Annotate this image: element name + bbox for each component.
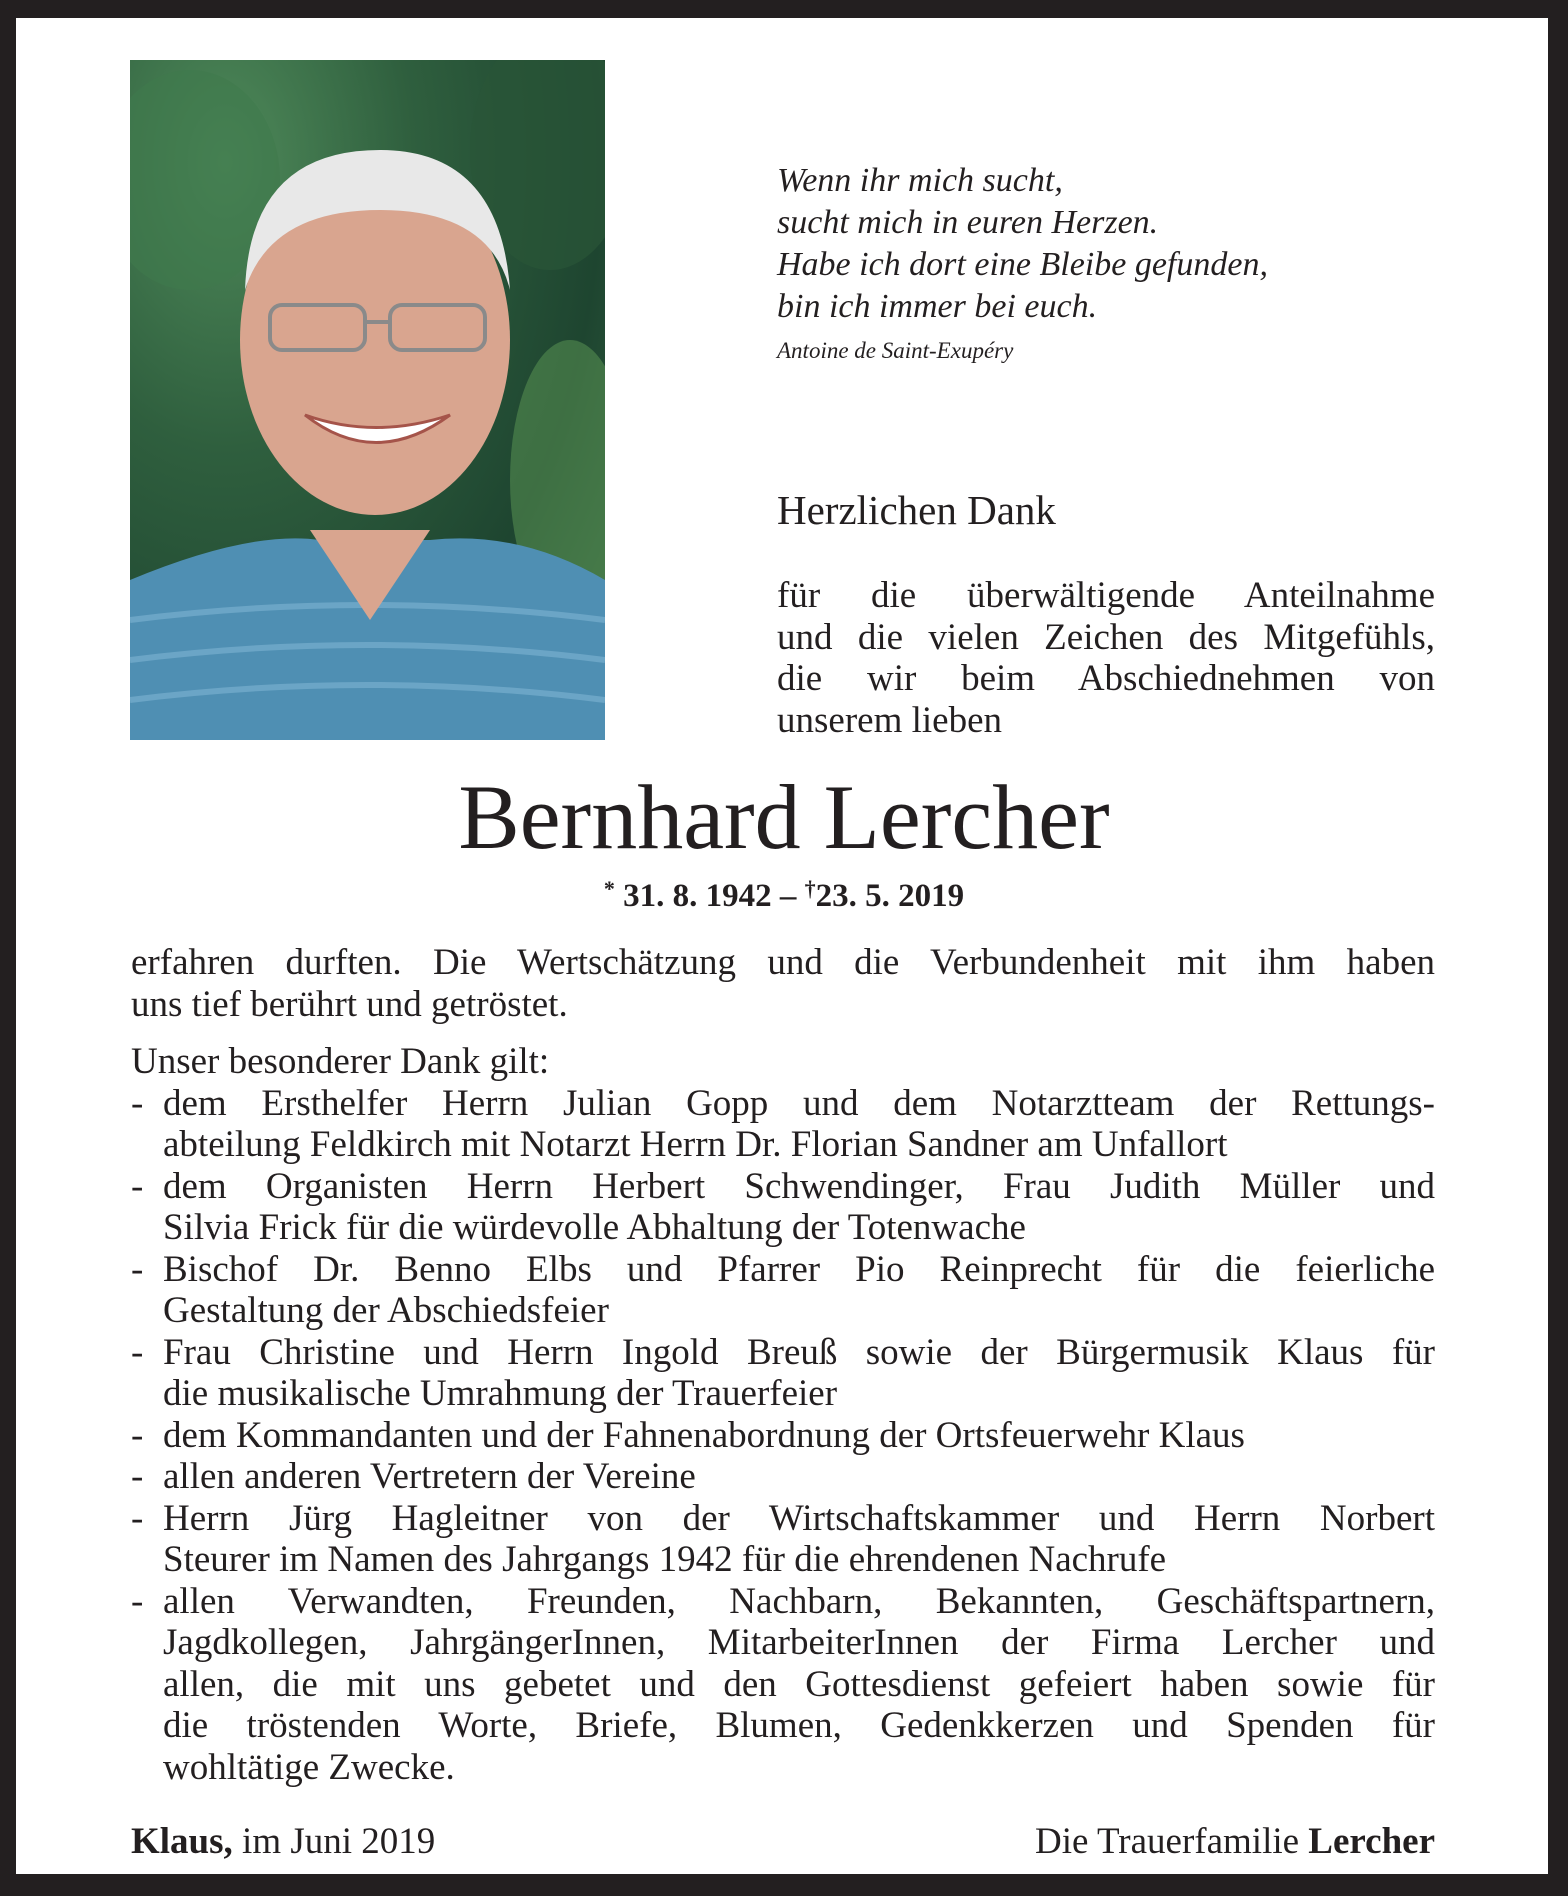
list-dash: - — [131, 1456, 144, 1497]
life-dates — [0, 876, 1568, 915]
quote-line: sucht mich in euren Herzen. — [777, 204, 1159, 241]
list-item-line: dem Kommandanten und der Fahnenabordnung der Ortsfeuerwehr Klaus — [163, 1414, 1245, 1456]
footer-signature — [1035, 1820, 1435, 1863]
intro-line: unserem lieben — [777, 699, 1002, 741]
quote-author: Antoine de Saint-Exupéry — [777, 338, 1014, 363]
list-item-line: wohltätige Zwecke. — [163, 1746, 455, 1788]
death-symbol: † — [804, 876, 816, 901]
list-item-line: allen Verwandten, Freunden, Nachbarn, Bekannten, Geschäftspartnern, — [163, 1580, 1435, 1622]
thanks-list-item — [131, 1415, 1435, 1457]
thanks-list-item — [131, 1498, 1435, 1581]
list-item-line: Silvia Frick für die würdevolle Abhaltung der Totenwache — [163, 1207, 1026, 1248]
list-dash: - — [131, 1165, 144, 1207]
deceased-name: Bernhard Lercher — [458, 766, 1110, 868]
birth-symbol: * — [603, 876, 615, 901]
list-item-line: allen anderen Vertretern der Vereine — [163, 1456, 696, 1497]
special-thanks-label: Unser besonderer Dank gilt: — [131, 1041, 550, 1082]
thanks-heading: Herzlichen Dank — [777, 487, 1056, 533]
thanks-list-item — [131, 1581, 1435, 1789]
portrait-photo — [130, 60, 605, 740]
footer-place-date — [131, 1820, 435, 1863]
list-dash: - — [131, 1331, 144, 1373]
intro-line: für die überwältigende Anteilnahme — [777, 575, 1435, 616]
quote-line: Habe ich dort eine Bleibe gefunden, — [777, 246, 1268, 283]
thanks-list-item — [131, 1083, 1435, 1166]
list-item-line: die musikalische Umrahmung der Trauerfeier — [163, 1373, 838, 1414]
list-item-line: allen, die mit uns gebetet und den Gottesdienst gefeiert haben sowie für — [163, 1663, 1435, 1705]
body-line: erfahren durften. Die Wertschätzung und die Verbundenheit mit ihm haben — [131, 942, 1435, 983]
list-dash: - — [131, 1082, 144, 1124]
quote — [777, 160, 1268, 366]
death-date: 23. 5. 2019 — [815, 878, 965, 914]
list-item-line: Frau Christine und Herrn Ingold Breuß sowie der Bürgermusik Klaus für — [163, 1331, 1435, 1373]
thanks-list-item — [131, 1456, 1435, 1498]
list-item-line: Jagdkollegen, JahrgängerInnen, MitarbeiterInnen der Firma Lercher und — [163, 1622, 1435, 1663]
list-dash: - — [131, 1497, 144, 1539]
footer-family-prefix: Die Trauerfamilie — [1034, 1821, 1300, 1862]
footer — [131, 1820, 1435, 1863]
date-separator: – — [779, 878, 797, 914]
portrait-illustration — [130, 60, 605, 740]
footer-place: Klaus, — [131, 1821, 233, 1862]
footer-family-name: Lercher — [1308, 1821, 1435, 1862]
intro-line: und die vielen Zeichen des Mitgefühls, — [777, 616, 1435, 658]
body-paragraph — [131, 942, 1435, 1025]
list-dash: - — [131, 1580, 144, 1622]
list-item-line: Bischof Dr. Benno Elbs und Pfarrer Pio Reinprecht für die feierliche — [163, 1248, 1435, 1290]
spacer — [131, 1025, 1435, 1041]
intro-line: die wir beim Abschiednehmen von — [777, 658, 1435, 699]
list-item-line: Steurer im Namen des Jahrgangs 1942 für die ehrendenen Nachrufe — [163, 1539, 1167, 1580]
list-dash: - — [131, 1414, 144, 1456]
list-item-line: Herrn Jürg Hagleitner von der Wirtschaftskammer und Herrn Norbert — [163, 1497, 1435, 1539]
intro-paragraph — [777, 575, 1435, 741]
list-item-line: die tröstenden Worte, Briefe, Blumen, Gedenkkerzen und Spenden für — [163, 1705, 1435, 1746]
thanks-list-item — [131, 1332, 1435, 1415]
list-item-line: dem Organisten Herrn Herbert Schwendinger, Frau Judith Müller und — [163, 1165, 1435, 1207]
thanks-list — [131, 1083, 1435, 1789]
quote-line: bin ich immer bei euch. — [777, 288, 1098, 325]
list-item-line: Gestaltung der Abschiedsfeier — [163, 1290, 609, 1331]
list-item-line: dem Ersthelfer Herrn Julian Gopp und dem Notarztteam der Rettungs- — [163, 1082, 1435, 1124]
birth-date: 31. 8. 1942 — [623, 878, 772, 914]
quote-line: Wenn ihr mich sucht, — [777, 162, 1063, 199]
thanks-list-item — [131, 1249, 1435, 1332]
footer-date: im Juni 2019 — [242, 1821, 436, 1862]
body-text — [131, 942, 1435, 1788]
list-item-line: abteilung Feldkirch mit Notarzt Herrn Dr. Florian Sandner am Unfallort — [163, 1124, 1228, 1165]
list-dash: - — [131, 1248, 144, 1290]
thanks-list-item — [131, 1166, 1435, 1249]
body-line: uns tief berührt und getröstet. — [131, 983, 568, 1025]
